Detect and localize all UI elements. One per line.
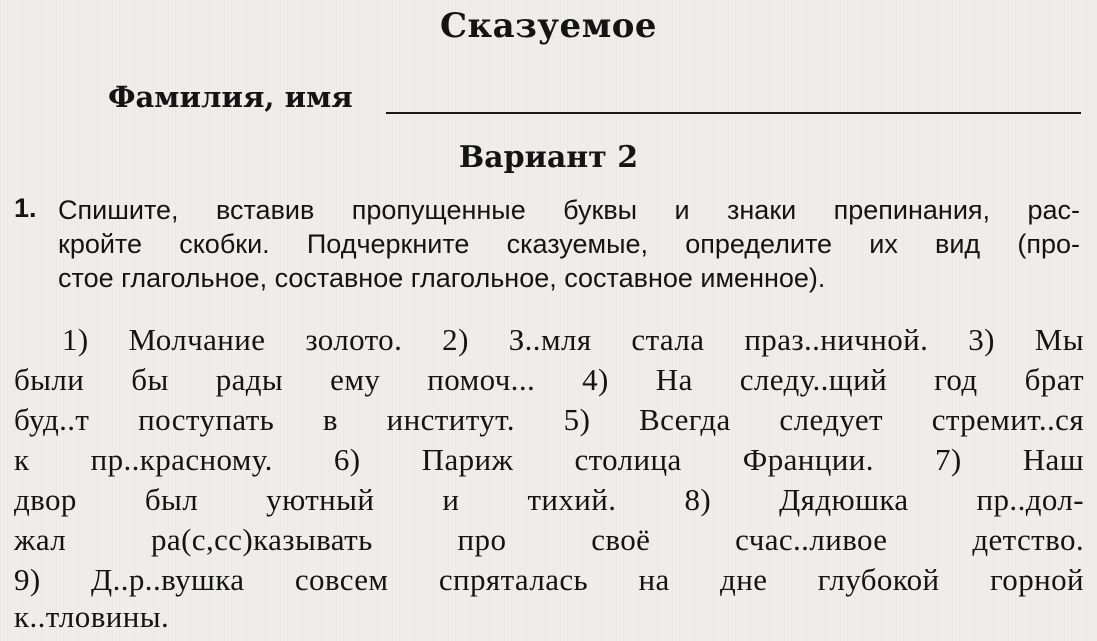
name-blank-line (386, 112, 1081, 114)
exercise-text-line: жал ра(с,сс)казывать про своё счас..ливое детство. (14, 522, 1084, 557)
worksheet-title: Сказуемое (439, 6, 658, 46)
instruction-line: кройте скобки. Подчеркните сказуемые, определите их вид (про- (58, 229, 1080, 259)
name-label: Фамилия, имя (108, 80, 353, 114)
exercise-text-line: 1) Молчание золото. 2) З..мля стала праз..ничной. 3) Мы (62, 322, 1084, 357)
name-field-row (108, 80, 1083, 124)
exercise-text-line: 9) Д..р..вушка совсем спряталась на дне глубокой горной (14, 562, 1084, 597)
instruction-line: Спишите, вставив пропущенные буквы и знаки препинания, рас- (58, 195, 1080, 225)
exercise-text-line: буд..т поступать в институт. 5) Всегда следует стремит..ся (14, 402, 1084, 437)
exercise-text-line: к пр..красному. 6) Париж столица Франции. 7) Наш (14, 442, 1084, 477)
exercise-text-line: двор был уютный и тихий. 8) Дядюшка пр..дол- (14, 482, 1084, 517)
task-number: 1. (14, 193, 37, 223)
exercise-text-line: к..тловины. (14, 599, 170, 634)
instruction-line: стое глагольное, составное глагольное, составное именное). (58, 263, 826, 293)
variant-heading: Вариант 2 (458, 140, 639, 175)
exercise-text-line: были бы рады ему помоч... 4) На следу..щий год брат (14, 362, 1084, 397)
